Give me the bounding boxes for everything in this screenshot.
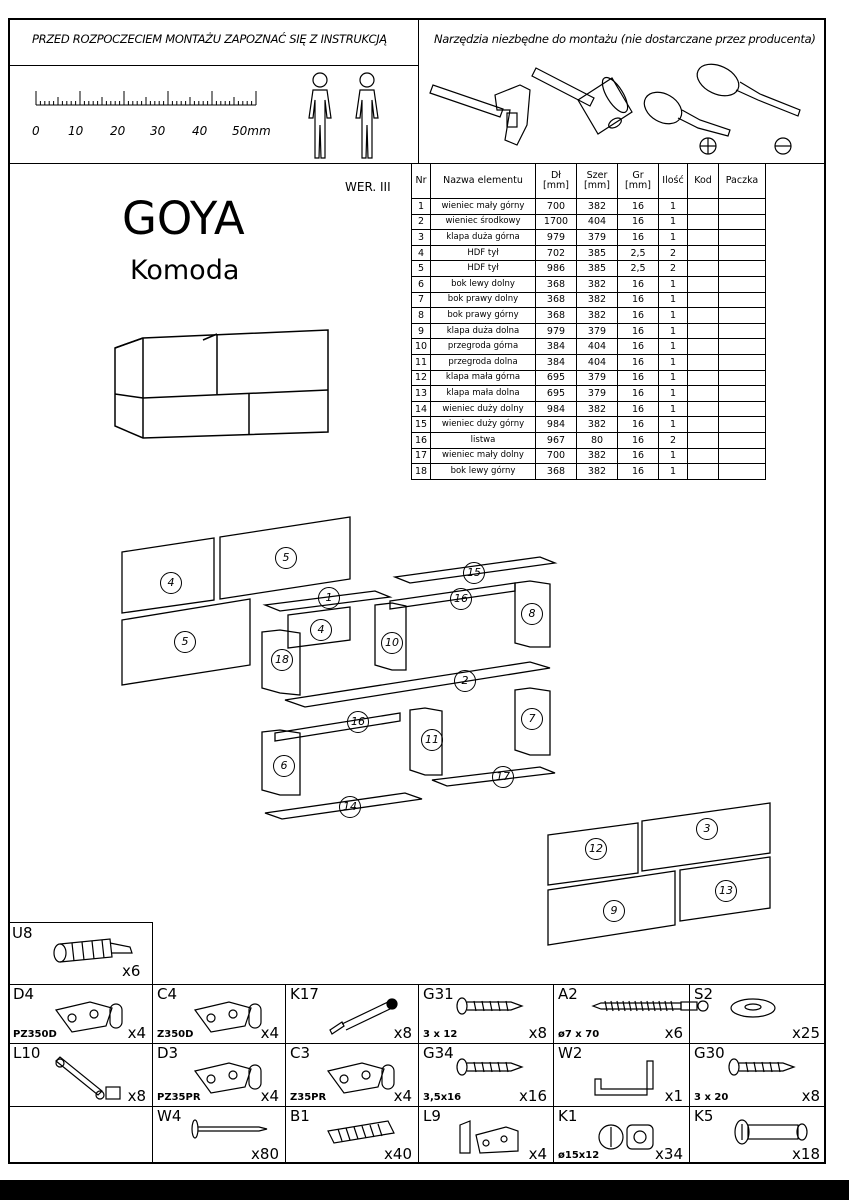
table-cell: 17: [412, 448, 431, 464]
hw-qty: x8: [393, 1024, 412, 1042]
table-cell: listwa: [431, 432, 536, 448]
table-cell: 16: [618, 292, 659, 308]
table-cell: bok prawy dolny: [431, 292, 536, 308]
col-header: Nazwa elementu: [431, 164, 536, 199]
table-row: [412, 276, 766, 292]
hw-qty: x16: [519, 1087, 547, 1105]
part-number-label: 9: [603, 900, 625, 922]
hw-code: D3: [157, 1044, 179, 1062]
table-cell: 382: [577, 417, 618, 433]
hw-code: A2: [558, 985, 578, 1003]
part-number-label: 12: [585, 838, 607, 860]
hw-qty: x80: [251, 1145, 279, 1163]
hw-qty: x25: [792, 1024, 820, 1042]
table-cell: klapa mała górna: [431, 370, 536, 386]
hardware-cell: [285, 1106, 418, 1164]
hw-line-top-u8: [8, 922, 153, 923]
table-cell: klapa mała dolna: [431, 386, 536, 402]
ruler-label-0: 0: [32, 124, 40, 138]
table-row: [412, 308, 766, 324]
table-row: [412, 370, 766, 386]
table-cell: 368: [536, 276, 577, 292]
table-row: [412, 230, 766, 246]
table-cell: 379: [577, 230, 618, 246]
table-cell: 1: [659, 464, 688, 480]
table-cell: 700: [536, 448, 577, 464]
table-cell: [688, 199, 719, 215]
table-cell: [719, 214, 766, 230]
table-cell: [719, 386, 766, 402]
table-row: [412, 323, 766, 339]
assembled-dresser-drawing: [113, 330, 343, 440]
hardware-cell: [152, 1043, 285, 1106]
table-cell: 404: [577, 214, 618, 230]
part-number-label: 8: [521, 603, 543, 625]
mallet-icon: [528, 62, 638, 152]
table-cell: [719, 308, 766, 324]
table-cell: 986: [536, 261, 577, 277]
table-cell: HDF tył: [431, 261, 536, 277]
table-row: [412, 417, 766, 433]
table-row: [412, 401, 766, 417]
table-cell: [719, 432, 766, 448]
ruler-label-20: 20: [110, 124, 126, 138]
table-cell: 1: [659, 417, 688, 433]
part-number-label: 2: [454, 670, 476, 692]
table-cell: 16: [618, 464, 659, 480]
table-row: [412, 432, 766, 448]
table-cell: [719, 370, 766, 386]
table-cell: 700: [536, 199, 577, 215]
table-cell: 1: [659, 199, 688, 215]
table-cell: 9: [412, 323, 431, 339]
part-number-label: 15: [463, 562, 485, 584]
table-cell: HDF tył: [431, 245, 536, 261]
table-row: [412, 214, 766, 230]
table-cell: [688, 339, 719, 355]
col-header: Dł [mm]: [536, 164, 577, 199]
table-cell: 1: [412, 199, 431, 215]
table-cell: [719, 323, 766, 339]
table-cell: 16: [618, 370, 659, 386]
hardware-cell: [689, 984, 826, 1043]
hw-code: K1: [558, 1107, 578, 1125]
table-cell: 382: [577, 199, 618, 215]
hw-size: 3 x 20: [694, 1092, 729, 1103]
part-number-label: 14: [339, 796, 361, 818]
table-cell: 1: [659, 230, 688, 246]
table-cell: 7: [412, 292, 431, 308]
table-cell: 16: [618, 386, 659, 402]
hardware-cell: [689, 1043, 826, 1106]
header-subline: [8, 65, 418, 66]
table-cell: 382: [577, 464, 618, 480]
table-cell: 384: [536, 354, 577, 370]
table-cell: 1: [659, 308, 688, 324]
table-cell: 16: [618, 230, 659, 246]
table-cell: 16: [618, 448, 659, 464]
hw-qty: x6: [664, 1024, 683, 1042]
table-cell: 385: [577, 245, 618, 261]
hw-qty: x4: [260, 1024, 279, 1042]
table-cell: 16: [618, 276, 659, 292]
dowel-anchor-icon: [50, 935, 140, 965]
hw-size: ø15x12: [558, 1150, 600, 1161]
table-row: [412, 448, 766, 464]
hw-qty: x4: [393, 1087, 412, 1105]
table-cell: 80: [577, 432, 618, 448]
table-cell: 1: [659, 276, 688, 292]
table-cell: 1: [659, 386, 688, 402]
hw-code: S2: [694, 985, 714, 1003]
hardware-cell: [418, 984, 553, 1043]
table-cell: [688, 245, 719, 261]
table-cell: [688, 432, 719, 448]
table-cell: 8: [412, 308, 431, 324]
hw-qty: x34: [655, 1145, 683, 1163]
table-cell: 404: [577, 354, 618, 370]
table-cell: [719, 245, 766, 261]
table-cell: 1: [659, 214, 688, 230]
hw-code: B1: [290, 1107, 310, 1125]
part-number-label: 3: [696, 818, 718, 840]
table-cell: przegroda górna: [431, 339, 536, 355]
hw-line-u8-right: [152, 922, 153, 984]
table-row: [412, 292, 766, 308]
table-cell: wieniec duży dolny: [431, 401, 536, 417]
hw-size: 3,5x16: [423, 1092, 462, 1103]
table-cell: [688, 464, 719, 480]
part-number-label: 13: [715, 880, 737, 902]
table-cell: klapa duża górna: [431, 230, 536, 246]
hw-qty-u8: x6: [122, 962, 141, 980]
part-number-label: 5: [174, 631, 196, 653]
table-cell: 16: [618, 401, 659, 417]
header-divider: [418, 18, 419, 163]
table-cell: [719, 199, 766, 215]
table-cell: 5: [412, 261, 431, 277]
hardware-cell: [152, 984, 285, 1043]
hardware-cell: [152, 1106, 285, 1164]
table-cell: [719, 464, 766, 480]
hw-qty: x1: [664, 1087, 683, 1105]
table-cell: klapa duża dolna: [431, 323, 536, 339]
table-cell: 15: [412, 417, 431, 433]
col-header: Gr [mm]: [618, 164, 659, 199]
hammer-icon: [425, 65, 535, 155]
col-header: Ilość: [659, 164, 688, 199]
hw-code: L9: [423, 1107, 441, 1125]
ruler-label-30: 30: [150, 124, 166, 138]
hardware-cell: [285, 1043, 418, 1106]
table-cell: 368: [536, 308, 577, 324]
table-cell: 695: [536, 386, 577, 402]
table-cell: [719, 417, 766, 433]
table-cell: 984: [536, 417, 577, 433]
table-cell: 2: [412, 214, 431, 230]
hardware-cell: [553, 1043, 689, 1106]
table-cell: [688, 354, 719, 370]
hw-code: C3: [290, 1044, 311, 1062]
table-cell: [719, 230, 766, 246]
table-row: [412, 261, 766, 277]
table-cell: 382: [577, 292, 618, 308]
table-cell: 13: [412, 386, 431, 402]
table-cell: 11: [412, 354, 431, 370]
table-cell: 2: [659, 261, 688, 277]
table-cell: wieniec mały dolny: [431, 448, 536, 464]
table-cell: 384: [536, 339, 577, 355]
hw-qty: x8: [528, 1024, 547, 1042]
hw-qty: x4: [260, 1087, 279, 1105]
hw-qty: x18: [792, 1145, 820, 1163]
table-cell: 1: [659, 354, 688, 370]
product-name: GOYA: [122, 192, 245, 245]
table-cell: [688, 323, 719, 339]
hw-size: 3 x 12: [423, 1029, 458, 1040]
table-cell: [719, 339, 766, 355]
table-cell: 6: [412, 276, 431, 292]
hw-size: PZ350D: [13, 1029, 57, 1040]
part-number-label: 11: [421, 729, 443, 751]
table-row: [412, 354, 766, 370]
table-cell: [688, 308, 719, 324]
table-cell: [719, 292, 766, 308]
table-cell: [688, 417, 719, 433]
col-header: Paczka: [719, 164, 766, 199]
part-number-label: 4: [310, 619, 332, 641]
table-cell: [719, 401, 766, 417]
hw-code: K17: [290, 985, 319, 1003]
version-label: WER. III: [345, 180, 391, 194]
table-cell: wieniec środkowy: [431, 214, 536, 230]
hw-code: W2: [558, 1044, 583, 1062]
table-cell: [688, 292, 719, 308]
hw-code: G31: [423, 985, 454, 1003]
table-cell: 979: [536, 323, 577, 339]
table-cell: 16: [618, 323, 659, 339]
hw-size: PZ35PR: [157, 1092, 201, 1103]
hardware-cell: [418, 1043, 553, 1106]
parts-table: [411, 163, 766, 480]
hw-size: Z35PR: [290, 1092, 327, 1103]
hw-code: W4: [157, 1107, 182, 1125]
hw-qty: x8: [801, 1087, 820, 1105]
table-cell: [719, 261, 766, 277]
table-cell: 16: [412, 432, 431, 448]
part-number-label: 18: [271, 649, 293, 671]
table-cell: 368: [536, 464, 577, 480]
table-cell: [688, 276, 719, 292]
hw-size: Z350D: [157, 1029, 194, 1040]
table-cell: 382: [577, 448, 618, 464]
table-cell: bok prawy górny: [431, 308, 536, 324]
table-cell: 1700: [536, 214, 577, 230]
part-number-label: 17: [492, 766, 514, 788]
table-cell: 2,5: [618, 261, 659, 277]
table-cell: 379: [577, 386, 618, 402]
table-cell: 18: [412, 464, 431, 480]
product-subtitle: Komoda: [130, 255, 240, 286]
table-cell: 16: [618, 432, 659, 448]
table-cell: [719, 276, 766, 292]
table-row: [412, 339, 766, 355]
part-number-label: 1: [318, 587, 340, 609]
table-cell: [688, 386, 719, 402]
hw-code: G34: [423, 1044, 454, 1062]
part-number-label: 16: [347, 711, 369, 733]
hw-code: D4: [13, 985, 35, 1003]
hw-code: K5: [694, 1107, 714, 1125]
hw-size: ø7 x 70: [558, 1029, 600, 1040]
table-row: [412, 245, 766, 261]
hardware-cell: [285, 984, 418, 1043]
hw-qty: x8: [127, 1087, 146, 1105]
hw-qty: x4: [127, 1024, 146, 1042]
table-cell: 2: [659, 245, 688, 261]
hardware-cell: [689, 1106, 826, 1164]
table-cell: 702: [536, 245, 577, 261]
table-cell: 16: [618, 214, 659, 230]
table-cell: 14: [412, 401, 431, 417]
table-cell: 4: [412, 245, 431, 261]
screwdrivers-icon: [638, 58, 818, 158]
warning-text: PRZED ROZPOCZECIEM MONTAŻU ZAPOZNAĆ SIĘ Z INSTRUKCJĄ: [32, 32, 387, 46]
table-cell: 2,5: [618, 245, 659, 261]
table-cell: 16: [618, 339, 659, 355]
table-cell: 2: [659, 432, 688, 448]
table-cell: [688, 448, 719, 464]
table-cell: [688, 370, 719, 386]
table-cell: 1: [659, 401, 688, 417]
table-row: [412, 199, 766, 215]
table-cell: 1: [659, 292, 688, 308]
table-cell: bok lewy dolny: [431, 276, 536, 292]
table-cell: wieniec mały górny: [431, 199, 536, 215]
hw-code: C4: [157, 985, 178, 1003]
table-cell: [719, 354, 766, 370]
hardware-cell: [8, 1043, 152, 1106]
table-cell: [719, 448, 766, 464]
table-cell: 382: [577, 308, 618, 324]
table-cell: 12: [412, 370, 431, 386]
exploded-view-drawing: [110, 505, 810, 935]
ruler-label-40: 40: [192, 124, 208, 138]
table-cell: 1: [659, 448, 688, 464]
ruler-label-10: 10: [68, 124, 84, 138]
table-cell: 10: [412, 339, 431, 355]
table-cell: 379: [577, 323, 618, 339]
part-number-label: 4: [160, 572, 182, 594]
table-cell: 16: [618, 308, 659, 324]
part-number-label: 5: [275, 547, 297, 569]
table-cell: 16: [618, 199, 659, 215]
hardware-cell: [553, 984, 689, 1043]
table-cell: wieniec duży górny: [431, 417, 536, 433]
table-cell: 1: [659, 339, 688, 355]
table-row: [412, 464, 766, 480]
hw-qty: x40: [384, 1145, 412, 1163]
table-cell: 385: [577, 261, 618, 277]
table-cell: 967: [536, 432, 577, 448]
col-header: Kod: [688, 164, 719, 199]
table-cell: 16: [618, 354, 659, 370]
table-cell: przegroda dolna: [431, 354, 536, 370]
hw-code: G30: [694, 1044, 725, 1062]
table-row: [412, 386, 766, 402]
part-number-label: 10: [381, 632, 403, 654]
part-number-label: 6: [273, 755, 295, 777]
table-cell: 1: [659, 370, 688, 386]
table-cell: 379: [577, 370, 618, 386]
col-header: Szer [mm]: [577, 164, 618, 199]
table-cell: 979: [536, 230, 577, 246]
hardware-cell: [553, 1106, 689, 1164]
part-number-label: 16: [450, 588, 472, 610]
table-cell: 382: [577, 276, 618, 292]
hw-code: L10: [13, 1044, 41, 1062]
table-cell: 16: [618, 417, 659, 433]
hw-code-u8: U8: [12, 924, 33, 942]
table-cell: [688, 261, 719, 277]
table-cell: bok lewy górny: [431, 464, 536, 480]
table-cell: [688, 214, 719, 230]
col-header: Nr: [412, 164, 431, 199]
hardware-cell: [8, 984, 152, 1043]
table-cell: 984: [536, 401, 577, 417]
table-cell: [688, 230, 719, 246]
hw-qty: x4: [528, 1145, 547, 1163]
tools-title: Narzędzia niezbędne do montażu (nie dostarczane przez producenta): [434, 32, 816, 46]
part-number-label: 7: [521, 708, 543, 730]
table-cell: [688, 401, 719, 417]
table-cell: 404: [577, 339, 618, 355]
bottom-bar: [0, 1180, 849, 1200]
ruler-label-50mm: 50mm: [232, 124, 271, 138]
ruler: [20, 85, 260, 145]
table-cell: 382: [577, 401, 618, 417]
table-cell: 3: [412, 230, 431, 246]
table-cell: 1: [659, 323, 688, 339]
table-cell: 695: [536, 370, 577, 386]
two-persons-icon: [295, 70, 405, 160]
table-cell: 368: [536, 292, 577, 308]
hardware-cell: [418, 1106, 553, 1164]
